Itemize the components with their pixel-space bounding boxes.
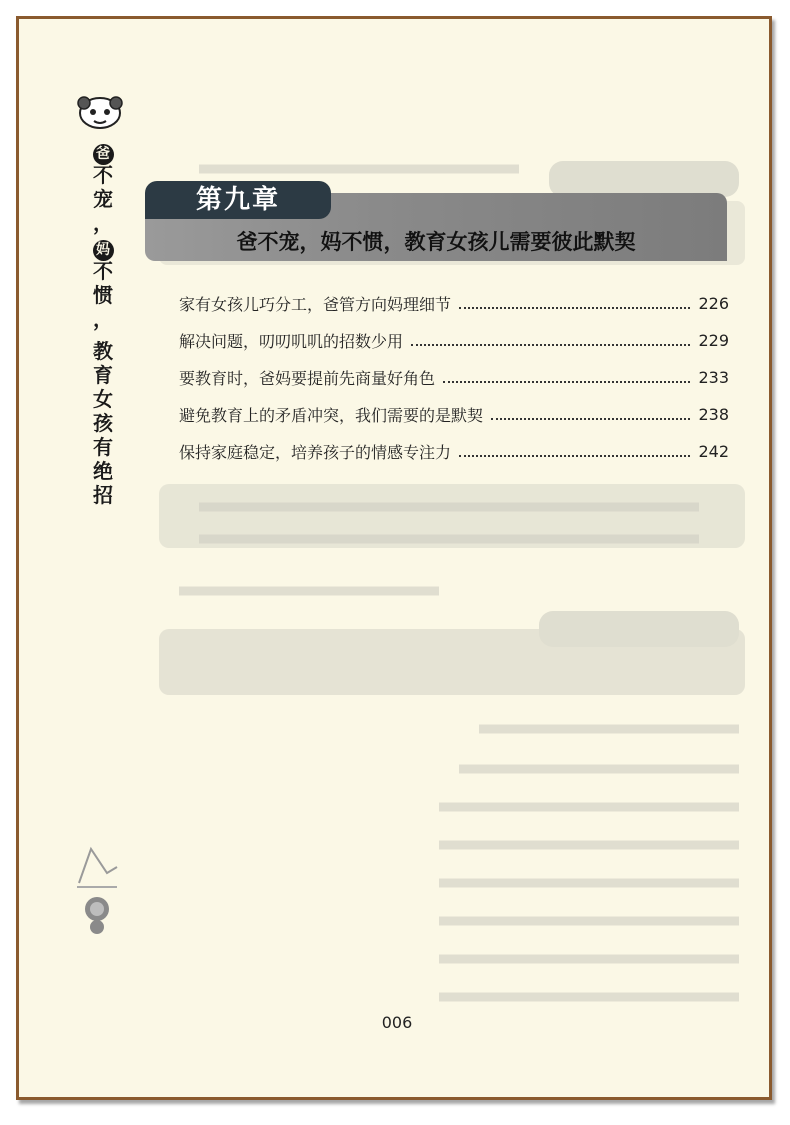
title-char: 教 — [93, 339, 113, 363]
chapter-label: 第九章 — [145, 181, 331, 219]
toc-entry[interactable] — [179, 322, 729, 359]
title-char: 有 — [93, 435, 113, 459]
title-char: ， — [93, 211, 113, 235]
chapter-title: 爸不宠，妈不惯，教育女孩儿需要彼此默契 — [236, 230, 636, 254]
title-char: 不 — [93, 259, 113, 283]
title-char: ， — [93, 307, 113, 331]
toc-entry-page: 238 — [698, 405, 729, 424]
toc-leader-dots — [459, 455, 690, 457]
toc-leader-dots — [443, 381, 690, 383]
vertical-book-title — [85, 139, 121, 507]
title-char: 绝 — [93, 459, 113, 483]
toc-entry-title: 避免教育上的矛盾冲突，我们需要的是默契 — [179, 406, 484, 425]
title-char: 孩 — [93, 411, 113, 435]
circled-title-char: 妈 — [93, 240, 114, 261]
toc-entry[interactable] — [179, 433, 729, 470]
title-char: 女 — [93, 387, 113, 411]
title-char: 不 — [93, 163, 113, 187]
title-char-wrap — [93, 139, 114, 163]
toc-entry-page: 242 — [698, 442, 729, 461]
toc-entry-title: 要教育时，爸妈要提前先商量好角色 — [179, 369, 436, 388]
title-char: 惯 — [93, 283, 113, 307]
mascot-icon — [75, 93, 125, 131]
book-page — [16, 16, 772, 1100]
toc-entry[interactable] — [179, 396, 729, 433]
title-char: 宠 — [93, 187, 113, 211]
show-through-decoration — [139, 139, 759, 1019]
toc-leader-dots — [491, 418, 690, 420]
toc-entry-page: 233 — [698, 368, 729, 387]
title-char-wrap — [93, 235, 114, 259]
toc-entry[interactable] — [179, 285, 729, 322]
circled-title-char: 爸 — [93, 144, 114, 165]
toc-leader-dots — [411, 344, 690, 346]
title-char: 育 — [93, 363, 113, 387]
toc-entry-page: 226 — [698, 294, 729, 313]
title-char: 招 — [93, 483, 113, 507]
toc-entry-page: 229 — [698, 331, 729, 350]
page-number: 006 — [381, 1013, 413, 1032]
toc-entry-title: 解决问题，叨叨叽叽的招数少用 — [179, 332, 404, 351]
corner-decoration — [73, 843, 121, 935]
toc-entry[interactable] — [179, 359, 729, 396]
toc-leader-dots — [459, 307, 690, 309]
table-of-contents — [179, 285, 729, 470]
toc-entry-title: 保持家庭稳定，培养孩子的情感专注力 — [179, 443, 452, 462]
toc-entry-title: 家有女孩儿巧分工，爸管方向妈理细节 — [179, 295, 452, 314]
